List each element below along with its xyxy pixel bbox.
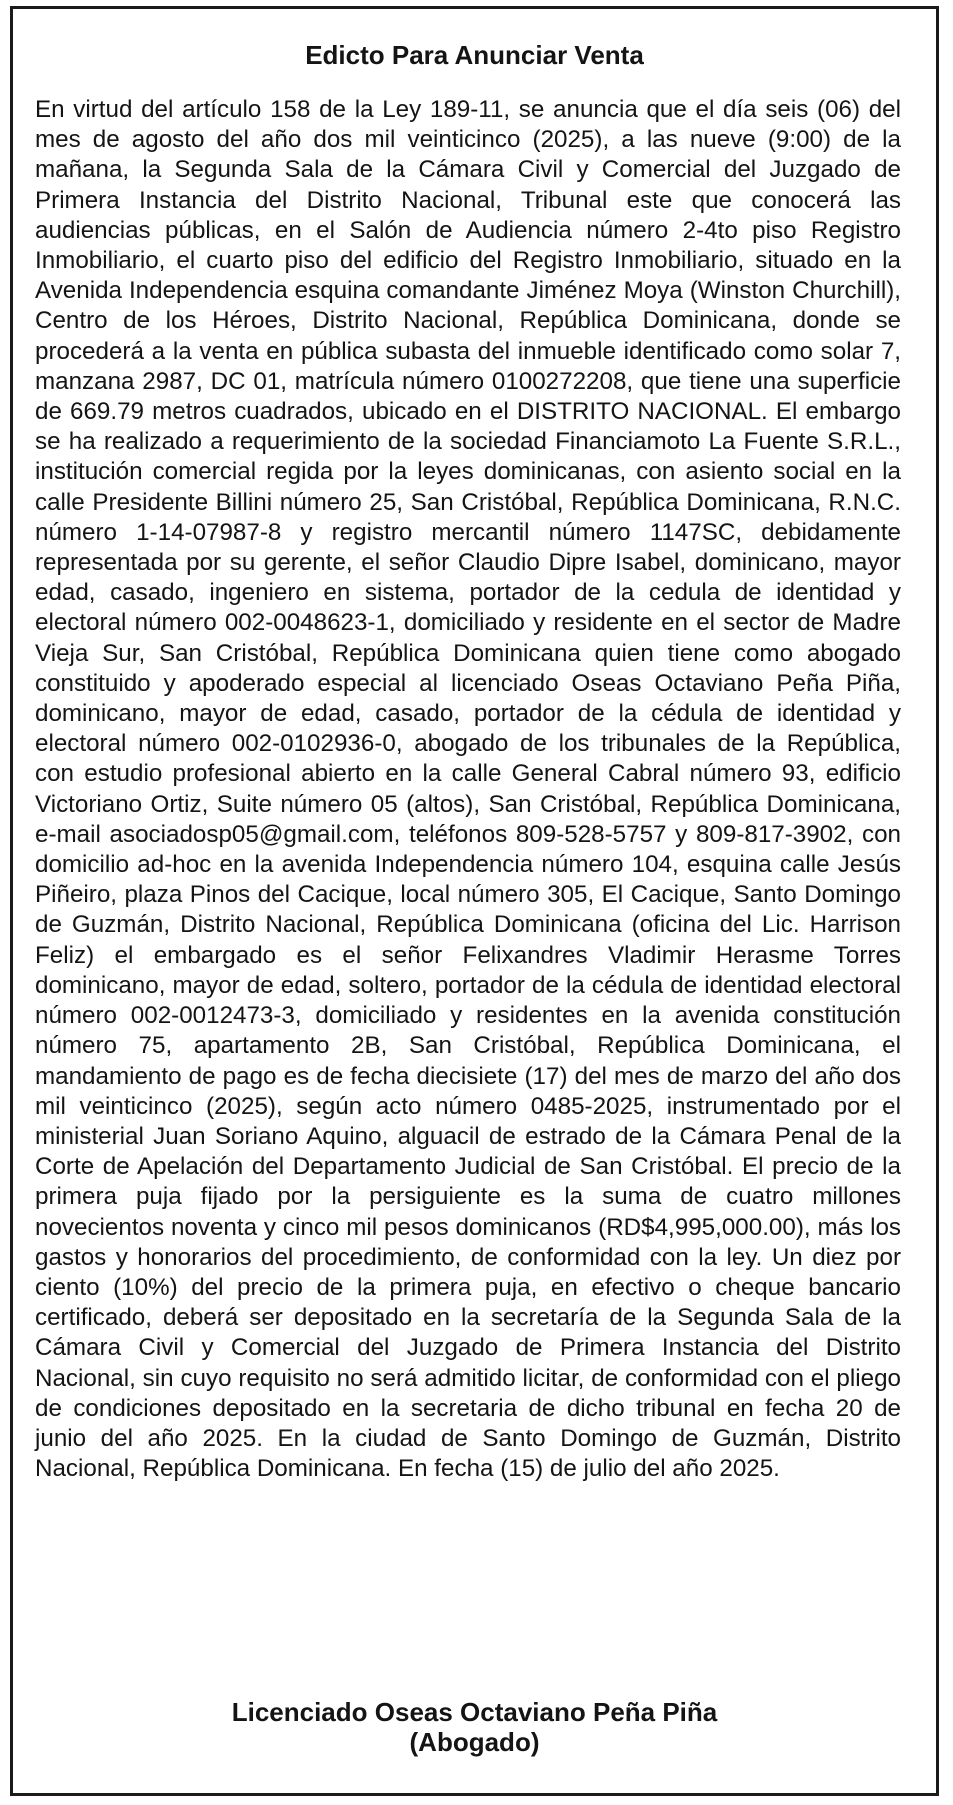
notice-title: Edicto Para Anunciar Venta [305,40,644,70]
signature-name: Licenciado Oseas Octaviano Peña Piña [231,1697,718,1727]
signature-block [13,1697,936,1757]
notice-body: En virtud del artículo 158 de la Ley 189-11, se anuncia que el día seis (06) del mes de agosto del año dos mil veinticinco (2025), a las nueve (9:00) de la mañana, la Segunda Sala de la Cámara Civil y Comercial del Juzgado de Primera Instancia del Distrito Nacional, Tribunal este que conocerá las audiencias públicas, en el Salón de Audiencia número 2-4to piso Registro Inmobiliario, el cuarto piso del edificio del Registro Inmobiliario, situado en la Avenida Independencia esquina comandante Jiménez Moya (Winston Churchill), Centro de los Héroes, Distrito Nacional, República Dominicana, donde se procederá a la venta en pública subasta del inmueble identificado como solar 7, manzana 2987, DC 01, matrícula número 0100272208, que tiene una superficie de 669.79 metros cuadrados, ubicado en el DISTRITO NACIONAL. El embargo se ha realizado a requerimiento de la sociedad Financiamoto La Fuente S.R.L., institución comercial regida por la leyes dominicanas, con asiento social en la calle Presidente Billini número 25, San Cristóbal, República Dominicana, R.N.C. número 1-14-07987-8 y registro mercantil número 1147SC, debidamente representada por su gerente, el señor Claudio Dipre Isabel, dominicano, mayor edad, casado, ingeniero en sistema, portador de la cedula de identidad y electoral número 002-0048623-1, domiciliado y residente en el sector de Madre Vieja Sur, San Cristóbal, República Dominicana quien tiene como abogado constituido y apoderado especial al licenciado Oseas Octaviano Peña Piña, dominicano, mayor de edad, casado, portador de la cédula de identidad y electoral número 002-0102936-0, abogado de los tribunales de la República, con estudio profesional abierto en la calle General Cabral número 93, edificio Victoriano Ortiz, Suite número 05 (altos), San Cristóbal, República Dominicana, e-mail asociadosp05@gmail.com, teléfonos 809-528-5757 y 809-817-3902, con domicilio ad-hoc en la avenida Independencia número 104, esquina calle Jesús Piñeiro, plaza Pinos del Cacique, local número 305, El Cacique, Santo Domingo de Guzmán, Distrito Nacional, República Dominicana (oficina del Lic. Harrison Feliz) el embargado es el señor Felixandres Vladimir Herasme Torres dominicano, mayor de edad, soltero, portador de la cédula de identidad electoral número 002-0012473-3, domiciliado y residentes en la avenida constitución número 75, apartamento 2B, San Cristóbal, República Dominicana, el mandamiento de pago es de fecha diecisiete (17) del mes de marzo del año dos mil veinticinco (2025), según acto número 0485-2025, instrumentado por el ministerial Juan Soriano Aquino, alguacil de estrado de la Cámara Penal de la Corte de Apelación del Departamento Judicial de San Cristóbal. El precio de la primera puja fijado por la persiguiente es la suma de cuatro millones novecientos noventa y cinco mil pesos dominicanos (RD$4,995,000.00), más los gastos y honorarios del procedimiento, de conformidad con la ley. Un diez por ciento (10%) del precio de la primera puja, en efectivo o cheque bancario certificado, deberá ser depositado en la secretaría de la Segunda Sala de la Cámara Civil y Comercial del Juzgado de Primera Instancia del Distrito Nacional, sin cuyo requisito no será admitido licitar, de conformidad con el pliego de condiciones depositado en la secretaria de dicho tribunal en fecha 20 de junio del año 2025. En la ciudad de Santo Domingo de Guzmán, Distrito Nacional, República Dominicana. En fecha (15) de julio del año 2025. [35,96,901,1483]
legal-notice-frame [10,6,939,1796]
signature-role: (Abogado) [409,1727,540,1757]
